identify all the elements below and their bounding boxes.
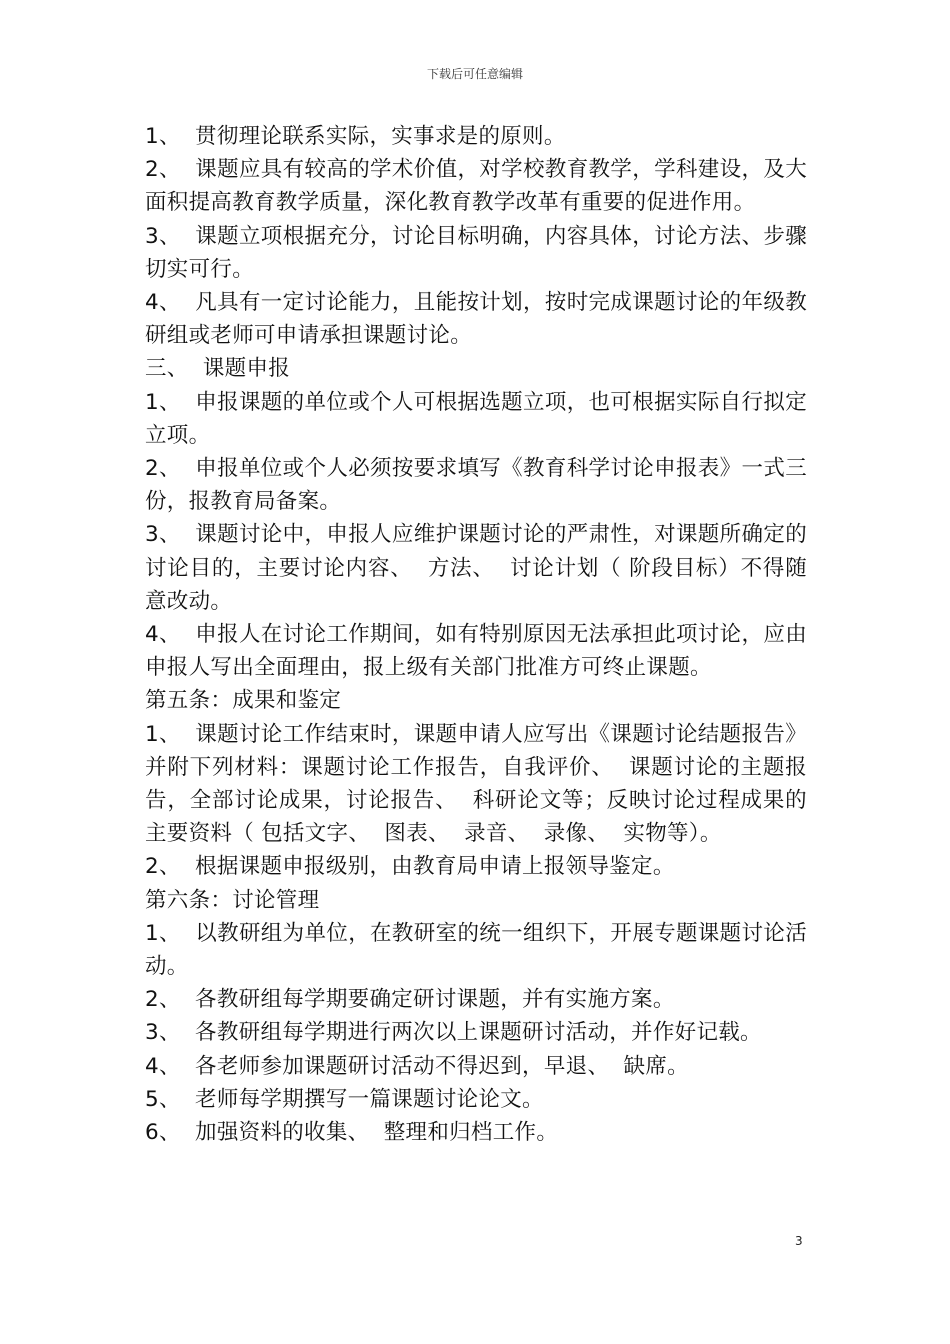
- document-body: [145, 120, 807, 1149]
- section-heading: 三、 课题申报: [145, 356, 291, 382]
- paragraph: 2、 根据课题申报级别，由教育局申请上报领导鉴定。: [145, 854, 675, 880]
- paragraph: 2、 各教研组每学期要确定研讨课题，并有实施方案。: [145, 987, 675, 1013]
- paragraph: 4、 凡具有一定讨论能力，且能按计划，按时完成课题讨论的年级教研组或老师可申请承担课题讨论。: [145, 290, 807, 349]
- paragraph: 2、 申报单位或个人必须按要求填写《教育科学讨论申报表》一式三份，报教育局备案。: [145, 456, 807, 515]
- paragraph: 3、 各教研组每学期进行两次以上课题研讨活动，并作好记载。: [145, 1020, 762, 1046]
- page-header: 下载后可任意编辑: [426, 67, 523, 81]
- paragraph: 1、 申报课题的单位或个人可根据选题立项，也可根据实际自行拟定立项。: [145, 389, 807, 448]
- page-number: 3: [795, 1234, 803, 1248]
- section-heading: 第六条：讨论管理: [145, 887, 320, 913]
- section-heading: 第五条：成果和鉴定: [145, 688, 342, 714]
- paragraph: 4、 各老师参加课题研讨活动不得迟到，早退、 缺席。: [145, 1053, 689, 1079]
- paragraph: 1、 课题讨论工作结束时，课题申请人应写出《课题讨论结题报告》并附下列材料：课题讨论工作报告，自我评价、 课题讨论的主题报告，全部讨论成果，讨论报告、 科研论文等；反映讨论过程成果的主要资料（ 包括文字、 图表、 录音、 录像、 实物等）。: [145, 721, 807, 847]
- paragraph: 2、 课题应具有较高的学术价值，对学校教育教学，学科建设，及大面积提高教育教学质量，深化教育教学改革有重要的促进作用。: [145, 157, 807, 216]
- paragraph: 3、 课题立项根据充分，讨论目标明确，内容具体，讨论方法、步骤切实可行。: [145, 223, 807, 282]
- paragraph: 3、 课题讨论中，申报人应维护课题讨论的严肃性，对课题所确定的讨论目的，主要讨论内容、 方法、 讨论计划（ 阶段目标）不得随意改动。: [145, 522, 807, 614]
- paragraph: 6、 加强资料的收集、 整理和归档工作。: [145, 1120, 559, 1146]
- paragraph: 5、 老师每学期撰写一篇课题讨论论文。: [145, 1086, 544, 1112]
- paragraph: 1、 贯彻理论联系实际，实事求是的原则。: [145, 124, 566, 149]
- paragraph: 1、 以教研组为单位，在教研室的统一组织下，开展专题课题讨论活动。: [145, 920, 807, 980]
- paragraph: 4、 申报人在讨论工作期间，如有特别原因无法承担此项讨论，应由申报人写出全面理由，报上级有关部门批准方可终止课题。: [145, 622, 807, 681]
